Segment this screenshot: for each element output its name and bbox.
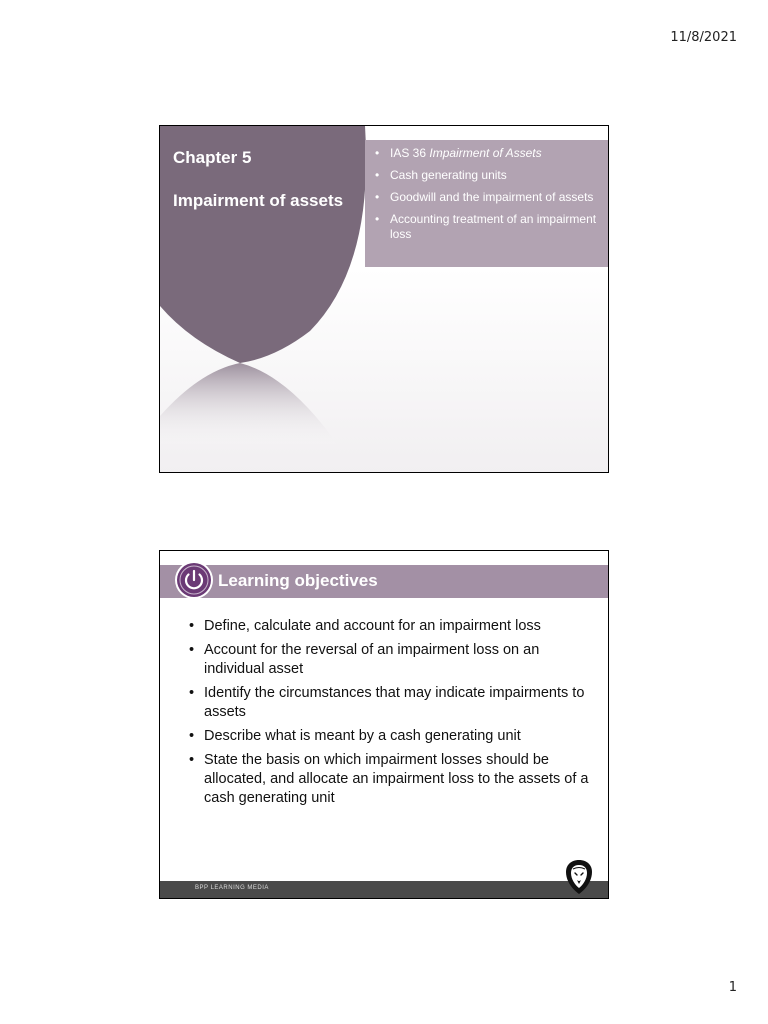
objective-item: • State the basis on which impairment losses should be allocated, and allocate an impairment loss to the assets of a cash generating unit (189, 752, 589, 806)
topic-text: Accounting treatment of an impairment loss (390, 212, 597, 241)
objective-item: • Account for the reversal of an impairment loss on an individual asset (189, 642, 540, 677)
slide-thumbnail-objectives (159, 550, 609, 899)
topic-item: • Accounting treatment of an impairment loss (375, 212, 597, 241)
objective-text: Identify the circumstances that may indicate impairments to assets (204, 685, 585, 720)
slide-title: Learning objectives (218, 571, 378, 590)
power-icon (174, 560, 214, 600)
topic-text: Goodwill and the impairment of assets (390, 190, 594, 204)
lion-logo-icon (564, 859, 594, 895)
slide-footer-bar (160, 881, 609, 898)
objective-text: Account for the reversal of an impairment loss on an individual asset (204, 642, 540, 677)
objectives-list (187, 617, 597, 813)
slide-thumbnail-chapter (159, 125, 609, 473)
topic-item: • Cash generating units (375, 168, 507, 182)
topic-text-italic: Impairment of Assets (429, 146, 542, 160)
page-date: 11/8/2021 (670, 30, 737, 45)
objective-item: • Identify the circumstances that may indicate impairments to assets (189, 685, 585, 720)
footer-text: BPP LEARNING MEDIA (195, 885, 269, 891)
objective-text: Define, calculate and account for an impairment loss (204, 618, 541, 634)
topic-text: IAS 36 (390, 146, 430, 160)
topic-text: Cash generating units (390, 168, 507, 182)
page-number: 1 (728, 980, 737, 995)
chapter-label: Chapter 5 (173, 148, 252, 167)
topic-item: • IAS 36 Impairment of Assets (375, 146, 542, 160)
topic-item: • Goodwill and the impairment of assets (375, 190, 594, 204)
topics-list (370, 146, 606, 249)
objective-text: Describe what is meant by a cash generating unit (204, 728, 521, 744)
objective-text: State the basis on which impairment losses should be allocated, and allocate an impairment loss to the assets of a cash generating unit (204, 752, 589, 806)
objective-item: • Define, calculate and account for an impairment loss (189, 618, 541, 634)
objective-item: • Describe what is meant by a cash generating unit (189, 728, 521, 744)
chapter-title: Impairment of assets (173, 191, 344, 210)
